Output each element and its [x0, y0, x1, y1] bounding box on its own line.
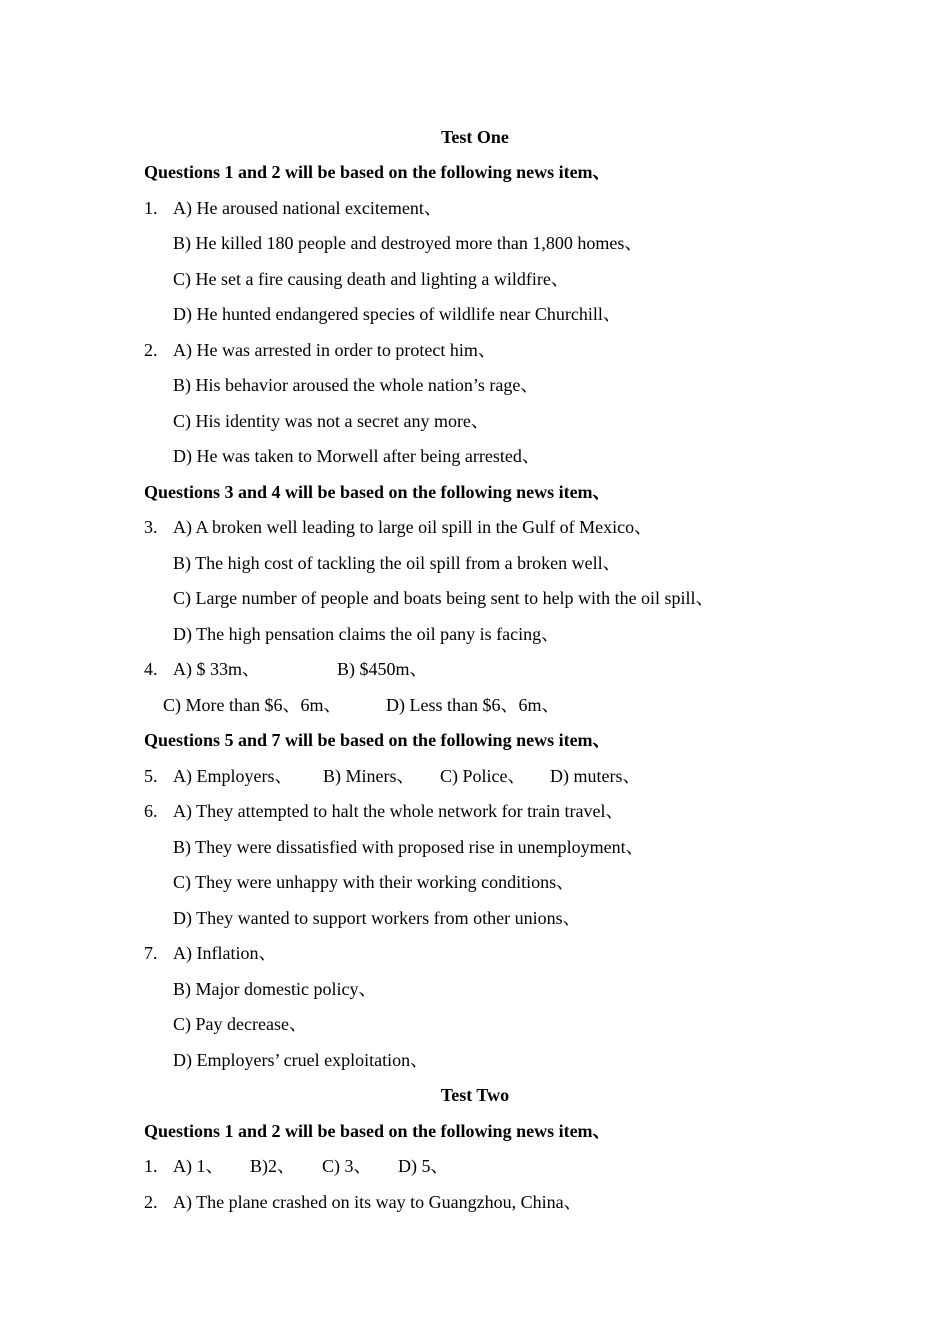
q1-option-c: C) He set a fire causing death and lighting a wildfire、	[173, 269, 569, 289]
q7-option-d: D) Employers’ cruel exploitation、	[173, 1050, 429, 1070]
q3-option-a: A) A broken well leading to large oil spill in the Gulf of Mexico、	[173, 517, 653, 537]
q1-option-a: A) He aroused national excitement、	[173, 198, 442, 218]
q3-option-b: B) The high cost of tackling the oil spill from a broken well、	[173, 553, 621, 573]
t2-q1-option-b: B)2、	[250, 1156, 295, 1176]
t2-q1-option-d: D) 5、	[398, 1156, 449, 1176]
question-number-7: 7.	[144, 943, 158, 963]
q2-option-c: C) His identity was not a secret any more、	[173, 411, 489, 431]
question-number-6: 6.	[144, 801, 158, 821]
q2-option-d: D) He was taken to Morwell after being arrested、	[173, 446, 540, 466]
section-header-q1-2: Questions 1 and 2 will be based on the following news item、	[144, 162, 611, 182]
q1-option-b: B) He killed 180 people and destroyed more than 1,800 homes、	[173, 233, 643, 253]
q4-option-b: B) $450m、	[337, 659, 428, 679]
section-header-q3-4: Questions 3 and 4 will be based on the following news item、	[144, 482, 611, 502]
question-number-5: 5.	[144, 766, 158, 786]
test-two-section-header-q1-2: Questions 1 and 2 will be based on the following news item、	[144, 1121, 611, 1141]
q3-option-c: C) Large number of people and boats being sent to help with the oil spill、	[173, 588, 714, 608]
question-number-2: 2.	[144, 340, 158, 360]
q6-option-c: C) They were unhappy with their working conditions、	[173, 872, 575, 892]
q6-option-a: A) They attempted to halt the whole network for train travel、	[173, 801, 624, 821]
t2-q2-option-a: A) The plane crashed on its way to Guangzhou, China、	[173, 1192, 582, 1212]
q1-option-d: D) He hunted endangered species of wildlife near Churchill、	[173, 304, 621, 324]
q7-option-a: A) Inflation、	[173, 943, 277, 963]
test-two-question-number-1: 1.	[144, 1156, 158, 1176]
q6-option-b: B) They were dissatisfied with proposed rise in unemployment、	[173, 837, 644, 857]
test-one-title: Test One	[441, 127, 509, 147]
q5-option-a: A) Employers、	[173, 766, 293, 786]
q4-option-c: C) More than $6、6m、	[163, 695, 342, 715]
test-two-title: Test Two	[440, 1085, 510, 1105]
q7-option-b: B) Major domestic policy、	[173, 979, 377, 999]
q5-option-b: B) Miners、	[323, 766, 415, 786]
question-number-1: 1.	[144, 198, 158, 218]
q2-option-b: B) His behavior aroused the whole nation’s rage、	[173, 375, 539, 395]
question-number-3: 3.	[144, 517, 158, 537]
q4-option-a: A) $ 33m、	[173, 659, 260, 679]
question-number-4: 4.	[144, 659, 158, 679]
q5-option-d: D) muters、	[550, 766, 641, 786]
q3-option-d: D) The high pensation claims the oil pany is facing、	[173, 624, 560, 644]
t2-q1-option-c: C) 3、	[322, 1156, 372, 1176]
test-two-question-number-2: 2.	[144, 1192, 158, 1212]
q5-option-c: C) Police、	[440, 766, 526, 786]
q4-option-d: D) Less than $6、6m、	[386, 695, 560, 715]
q2-option-a: A) He was arrested in order to protect him、	[173, 340, 496, 360]
q7-option-c: C) Pay decrease、	[173, 1014, 307, 1034]
section-header-q5-7: Questions 5 and 7 will be based on the following news item、	[144, 730, 611, 750]
t2-q1-option-a: A) 1、	[173, 1156, 224, 1176]
q6-option-d: D) They wanted to support workers from other unions、	[173, 908, 581, 928]
